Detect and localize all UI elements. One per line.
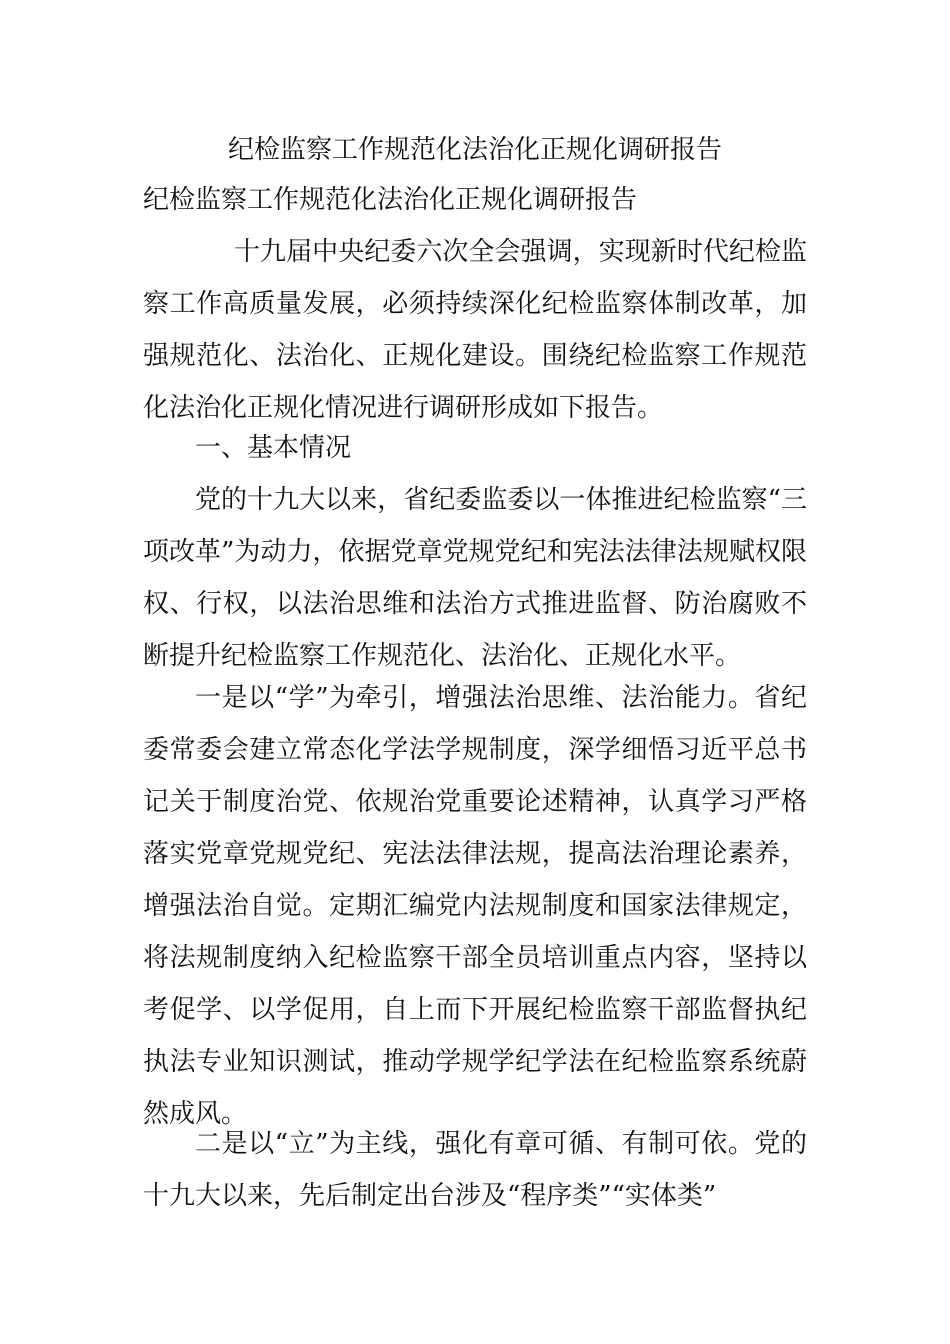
- intro-paragraph: 十九届中央纪委六次全会强调，实现新时代纪检监察工作高质量发展，必须持续深化纪检监察体制改革，加强规范化、法治化、正规化建设。围绕纪检监察工作规范化法治化正规化情况进行调研形成如下报告。: [143, 237, 807, 423]
- paragraph-learn: 一是以“学”为牵引，增强法治思维、法治能力。省纪委常委会建立常态化学法学规制度，深学细悟习近平总书记关于制度治党、依规治党重要论述精神，认真学习严格落实党章党规党纪、宪法法律法规，提高法治理论素养，增强法治自觉。定期汇编党内法规制度和国家法律规定，将法规制度纳入纪检监察干部全员培训重点内容，坚持以考促学、以学促用，自上而下开展纪检监察干部监督执纪执法专业知识测试，推动学规学纪学法在纪检监察系统蔚然成风。: [143, 683, 807, 1129]
- body-block-establish: [143, 1118, 807, 1222]
- paragraph-establish: 二是以“立”为主线，强化有章可循、有制可依。党的十九大以来，先后制定出台涉及“程序类”“实体类”: [143, 1129, 807, 1211]
- body-block-overview: [143, 474, 807, 682]
- section-heading-basic: 一、基本情况: [195, 433, 352, 463]
- body-block-learn: [143, 672, 807, 1140]
- intro-block: [143, 226, 807, 434]
- document-title: 纪检监察工作规范化法治化正规化调研报告: [227, 135, 722, 165]
- section-heading-block: [143, 422, 807, 474]
- document-title-repeat: 纪检监察工作规范化法治化正规化调研报告: [143, 185, 638, 215]
- paragraph-overview: 党的十九大以来，省纪委监委以一体推进纪检监察“三项改革”为动力，依据党章党规党纪和宪法法律法规赋权限权、行权，以法治思维和法治方式推进监督、防治腐败不断提升纪检监察工作规范化、法治化、正规化水平。: [143, 485, 807, 671]
